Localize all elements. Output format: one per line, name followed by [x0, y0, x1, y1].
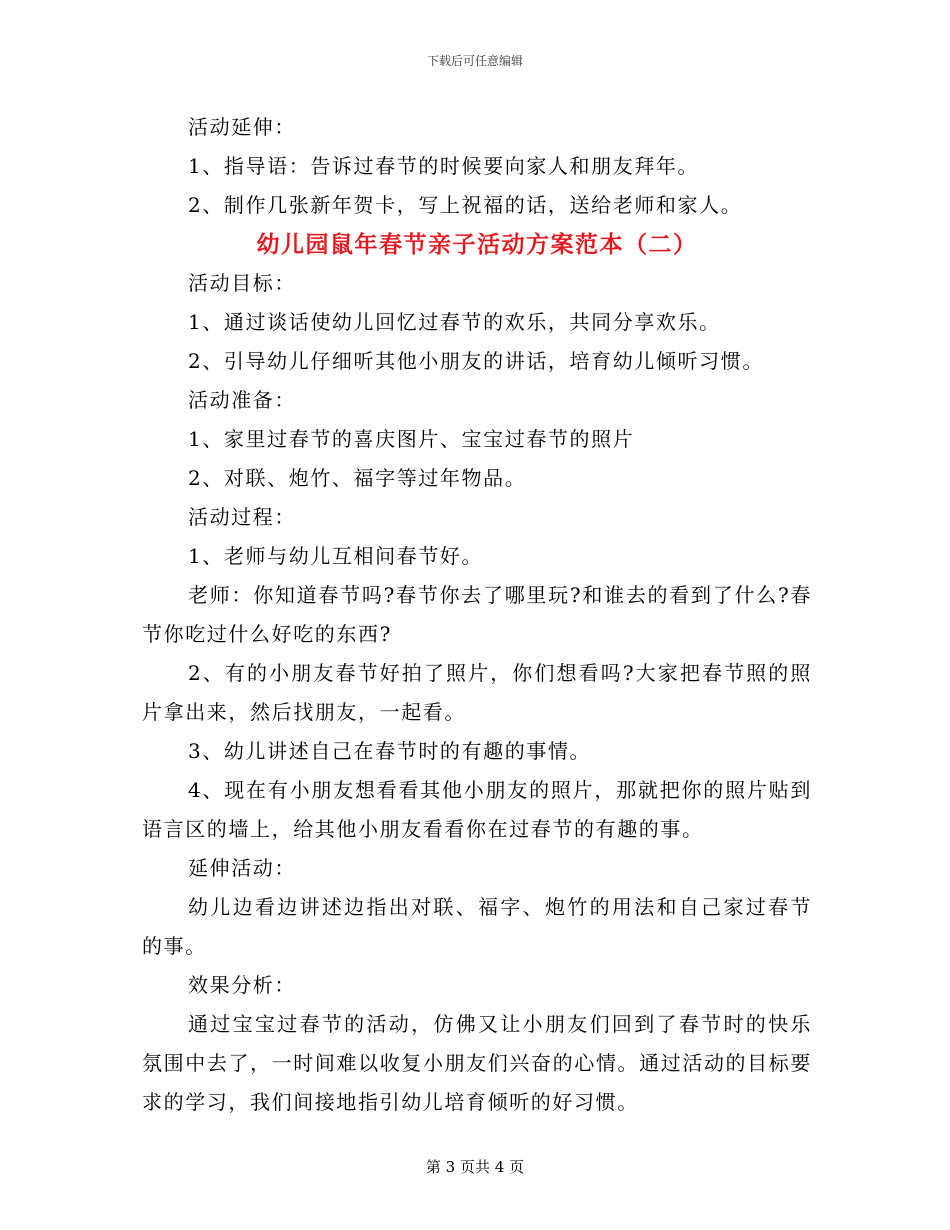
paragraph: 4、现在有小朋友想看看其他小朋友的照片，那就把你的照片贴到语言区的墙上，给其他小朋友看看你在过春节的有趣的事。 [142, 778, 812, 841]
list-item: 1、家里过春节的喜庆图片、宝宝过春节的照片 [188, 427, 635, 451]
section-heading-process: 活动过程： [188, 505, 296, 529]
paragraph: 通过宝宝过春节的活动，仿佛又让小朋友们回到了春节时的快乐氛围中去了，一时间难以收复小朋友们兴奋的心情。通过活动的目标要求的学习，我们间接地指引幼儿培育倾听的好习惯。 [142, 1012, 812, 1114]
page-footer: 第 3 页共 4 页 [425, 1158, 525, 1176]
list-item: 3、幼儿讲述自己在春节时的有趣的事情。 [188, 739, 592, 763]
list-item: 1、通过谈话使幼儿回忆过春节的欢乐，共同分享欢乐。 [188, 310, 721, 334]
paragraph: 幼儿边看边讲述边指出对联、福字、炮竹的用法和自己家过春节的事。 [142, 895, 812, 958]
section-heading-analysis: 效果分析： [188, 973, 296, 997]
section-heading-goals: 活动目标： [188, 271, 296, 295]
document-body [142, 108, 812, 1122]
list-item: 1、指导语：告诉过春节的时候要向家人和朋友拜年。 [188, 154, 700, 178]
list-item: 2、制作几张新年贺卡，写上祝福的话，送给老师和家人。 [188, 193, 743, 217]
list-item: 2、对联、炮竹、福字等过年物品。 [188, 466, 527, 490]
paragraph: 老师：你知道春节吗?春节你去了哪里玩?和谁去的看到了什么?春节你吃过什么好吃的东西? [142, 583, 812, 646]
list-item: 1、老师与幼儿互相问春节好。 [188, 544, 484, 568]
section-heading-prep: 活动准备： [188, 388, 296, 412]
section-heading-extension: 活动延伸： [188, 115, 296, 139]
document-title: 幼儿园鼠年春节亲子活动方案范本（二） [256, 231, 698, 258]
list-item: 2、引导幼儿仔细听其他小朋友的讲话，培育幼儿倾听习惯。 [188, 349, 764, 373]
section-heading-extension-activity: 延伸活动： [188, 856, 296, 880]
page-header: 下载后可任意编辑 [426, 54, 523, 68]
paragraph: 2、有的小朋友春节好拍了照片，你们想看吗?大家把春节照的照片拿出来，然后找朋友，一起看。 [142, 661, 812, 724]
